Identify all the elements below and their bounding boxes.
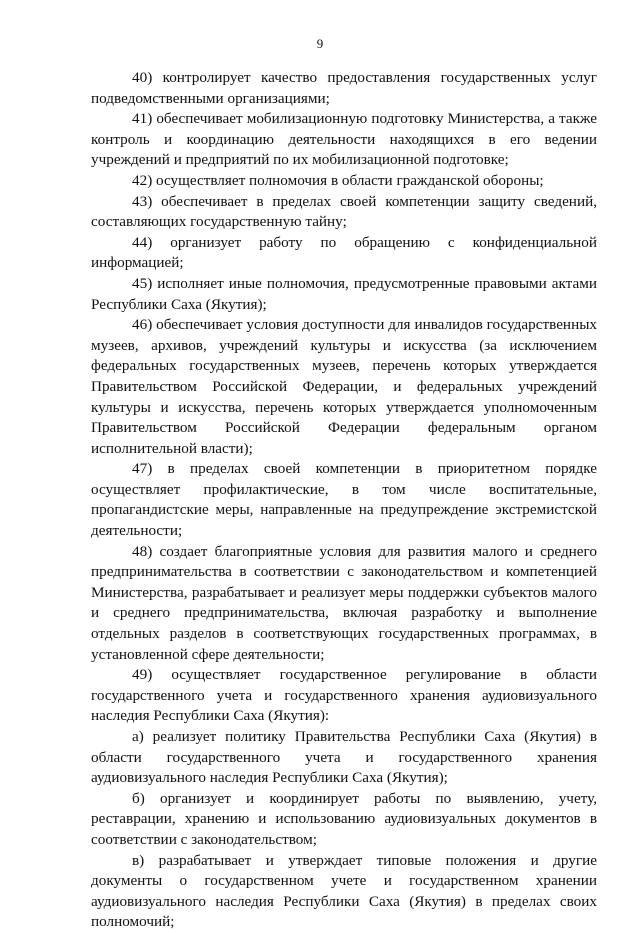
subparagraph-a: а) реализует политику Правительства Республики Саха (Якутия) в области государственного учета и государственного хранения аудиовизуального наследия Республики Саха (Якутия);	[91, 728, 597, 787]
paragraph-41: 41) обеспечивает мобилизационную подготовку Министерства, а также контроль и координацию деятельности находящихся в его ведении учреждений и предприятий по их мобилизационной подготовке;	[91, 110, 597, 169]
paragraph-46: 46) обеспечивает условия доступности для инвалидов государственных музеев, архивов, учреждений культуры и искусства (за исключением федеральных государственных музеев, перечень которых утверждается Правительством Российской Федерации, и федеральных учреждений культуры и искусства, перечень которых утверждается уполномоченным Правительством Российской Федерации федеральным органом исполнительной власти);	[91, 316, 597, 457]
paragraph-43: 43) обеспечивает в пределах своей компетенции защиту сведений, составляющих государственную тайну;	[91, 192, 597, 231]
document-body	[91, 68, 597, 933]
subparagraph-b: б) организует и координирует работы по выявлению, учету, реставрации, хранению и использованию аудиовизуальных документов в соответствии с законодательством;	[91, 789, 597, 848]
subparagraph-v: в) разрабатывает и утверждает типовые положения и другие документы о государственном учете и государственном хранении аудиовизуального наследия Республики Саха (Якутия) в пределах своих полномочий;	[91, 851, 597, 931]
page-number: 9	[316, 36, 324, 51]
paragraph-48: 48) создает благоприятные условия для развития малого и среднего предпринимательства в соответствии с законодательством и компетенцией Министерства, разрабатывает и реализует меры поддержки субъектов малого и среднего предпринимательства, включая разработку и выполнение отдельных разделов в соответствующих государственных программах, в установленной сфере деятельности;	[91, 542, 597, 663]
paragraph-42: 42) осуществляет полномочия в области гражданской обороны;	[132, 171, 544, 189]
paragraph-45: 45) исполняет иные полномочия, предусмотренные правовыми актами Республики Саха (Якутия);	[91, 274, 597, 313]
paragraph-40: 40) контролирует качество предоставления государственных услуг подведомственными организациями;	[91, 69, 597, 107]
paragraph-44: 44) организует работу по обращению с конфиденциальной информацией;	[91, 233, 597, 272]
paragraph-47: 47) в пределах своей компетенции в приоритетном порядке осуществляет профилактические, в том числе воспитательные, пропагандистские меры, направленные на предупреждение экстремистской деятельности;	[91, 460, 597, 540]
paragraph-49: 49) осуществляет государственное регулирование в области государственного учета и государственного хранения аудиовизуального наследия Республики Саха (Якутия):	[91, 666, 597, 725]
